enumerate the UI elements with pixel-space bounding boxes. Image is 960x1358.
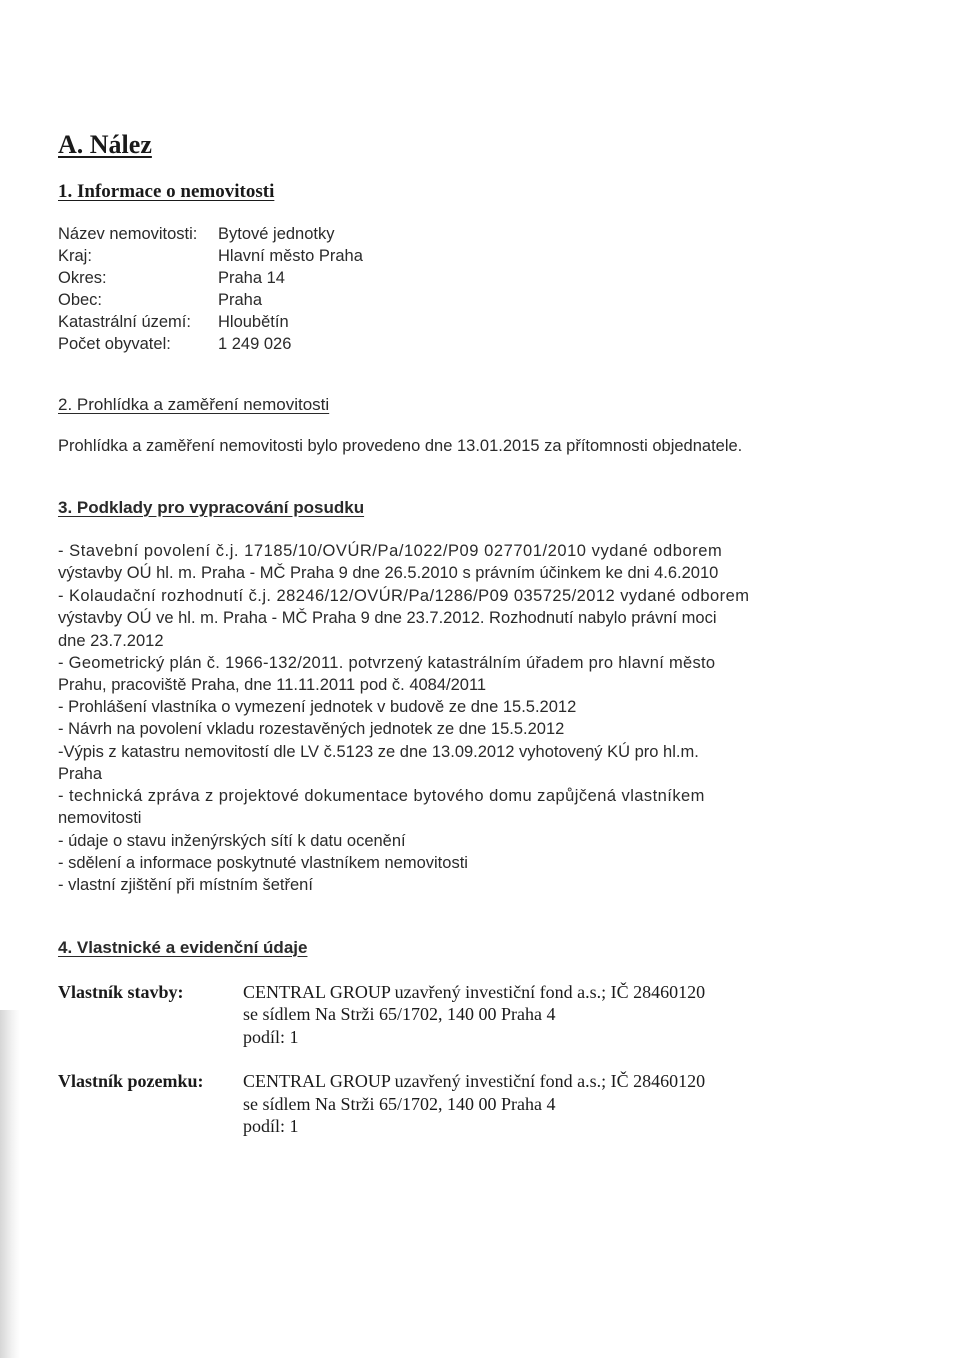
owner-line: podíl: 1 [243, 1027, 299, 1047]
owner-line: se sídlem Na Strži 65/1702, 140 00 Praha 4 [243, 1004, 556, 1024]
info-label: Kraj: [58, 247, 92, 265]
source-line: výstavby OÚ ve hl. m. Praha - MČ Praha 9 dne 23.7.2012. Rozhodnutí nabylo právní moci [58, 609, 717, 627]
source-line: - Geometrický plán č. 1966-132/2011. potvrzený katastrálním úřadem pro hlavní město [58, 654, 716, 672]
section2-heading: 2. Prohlídka a zaměření nemovitosti [58, 395, 330, 414]
section2-text: Prohlídka a zaměření nemovitosti bylo provedeno dne 13.01.2015 za přítomnosti objednatele. [58, 437, 743, 455]
info-label: Název nemovitosti: [58, 225, 198, 243]
section3-heading: 3. Podklady pro vypracování posudku [58, 498, 365, 517]
source-line: - Kolaudační rozhodnutí č.j. 28246/12/OVÚR/Pa/1286/P09 035725/2012 vydané odborem [58, 587, 750, 605]
source-line: výstavby OÚ hl. m. Praha - MČ Praha 9 dne 26.5.2010 s právním účinkem ke dni 4.6.2010 [58, 564, 719, 582]
owner-label-land: Vlastník pozemku: [58, 1071, 204, 1091]
owner-line: podíl: 1 [243, 1116, 299, 1136]
source-line: nemovitosti [58, 809, 142, 827]
source-line: - Prohlášení vlastníka o vymezení jednotek v budově ze dne 15.5.2012 [58, 698, 577, 716]
owner-line: CENTRAL GROUP uzavřený investiční fond a.s.; IČ 28460120 [243, 1071, 706, 1091]
info-value: Hloubětín [218, 313, 289, 331]
info-value: 1 249 026 [218, 335, 292, 353]
info-label: Okres: [58, 269, 107, 287]
owner-line: se sídlem Na Strži 65/1702, 140 00 Praha 4 [243, 1094, 556, 1114]
source-line: - sdělení a informace poskytnuté vlastníkem nemovitosti [58, 854, 468, 872]
owner-line: CENTRAL GROUP uzavřený investiční fond a.s.; IČ 28460120 [243, 982, 706, 1002]
scan-edge-shadow [0, 1010, 20, 1358]
info-label: Obec: [58, 291, 103, 309]
info-label: Katastrální území: [58, 313, 191, 331]
source-line: -Výpis z katastru nemovitostí dle LV č.5123 ze dne 13.09.2012 vyhotovený KÚ pro hl.m. [58, 743, 699, 761]
source-line: - Návrh na povolení vkladu rozestavěných jednotek ze dne 15.5.2012 [58, 720, 565, 738]
source-line: dne 23.7.2012 [58, 632, 164, 650]
source-line: - Stavební povolení č.j. 17185/10/OVÚR/Pa/1022/P09 027701/2010 vydané odborem [58, 542, 723, 560]
source-line: - údaje o stavu inženýrských sítí k datu ocenění [58, 832, 406, 850]
info-value: Praha [218, 291, 263, 309]
source-line: Prahu, pracoviště Praha, dne 11.11.2011 pod č. 4084/2011 [58, 676, 487, 694]
section1-heading: 1. Informace o nemovitosti [58, 181, 275, 202]
source-line: - vlastní zjištění při místním šetření [58, 876, 313, 894]
section4-heading: 4. Vlastnické a evidenční údaje [58, 938, 308, 957]
source-line: - technická zpráva z projektové dokumentace bytového domu zapůjčená vlastníkem [58, 787, 705, 805]
info-value: Praha 14 [218, 269, 285, 287]
info-label: Počet obyvatel: [58, 335, 171, 353]
source-line: Praha [58, 765, 103, 783]
info-value: Bytové jednotky [218, 225, 335, 243]
info-value: Hlavní město Praha [218, 247, 363, 265]
page-title: A. Nález [58, 130, 152, 159]
owner-label-building: Vlastník stavby: [58, 982, 184, 1002]
